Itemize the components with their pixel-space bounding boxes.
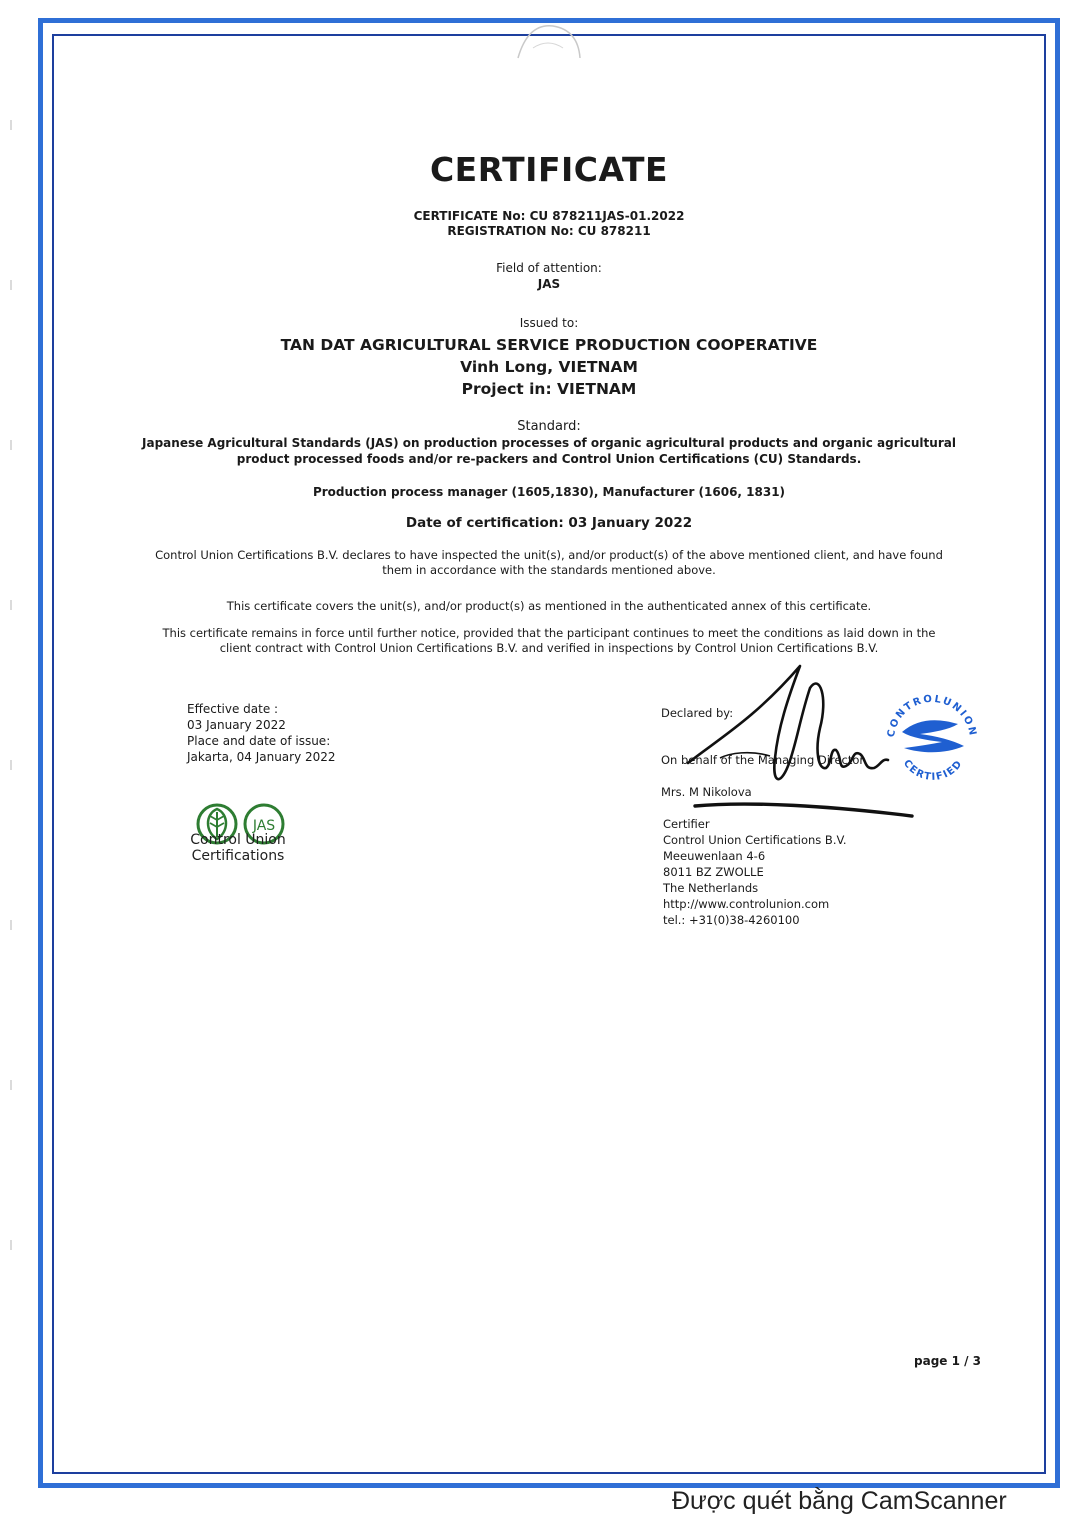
control-union-name [186, 832, 290, 864]
certifier-company: Control Union Certifications B.V. [663, 833, 847, 847]
signatory-name: Mrs. M Nikolova [661, 785, 752, 799]
issued-to-block [52, 334, 1046, 400]
certifier-label: Certifier [663, 817, 710, 831]
svg-text:CERTIFIED [901, 758, 965, 783]
page-number: page 1 / 3 [914, 1354, 982, 1368]
certifier-street: Meeuwenlaan 4-6 [663, 849, 766, 863]
field-value: JAS [537, 277, 561, 291]
certificate-numbers [52, 209, 1046, 239]
standard-label: Standard: [517, 419, 581, 434]
camscanner-watermark: Được quét bằng CamScanner [672, 1487, 1007, 1515]
place-date: Jakarta, 04 January 2022 [187, 750, 336, 764]
validity-line-2: client contract with Control Union Certifications B.V. and verified in inspections by Control Union Certifications B.V. [219, 641, 879, 655]
certifier-phone: tel.: +31(0)38-4260100 [663, 913, 800, 927]
issued-location: Vinh Long, VIETNAM [460, 358, 638, 376]
registration-number: REGISTRATION No: CU 878211 [447, 224, 651, 238]
project-location: Project in: VIETNAM [461, 380, 637, 398]
embossed-stamp-mark [508, 18, 588, 68]
scan-edge-marks [10, 120, 12, 1320]
field-label: Field of attention: [496, 261, 602, 275]
seal-top-text: CONTROLUNION [885, 693, 979, 739]
place-label: Place and date of issue: [187, 734, 331, 748]
date-of-certification: Date of certification: 03 January 2022 [405, 515, 693, 531]
standard-line-1: Japanese Agricultural Standards (JAS) on production processes of organic agricultural products and organic agricultural [142, 436, 956, 450]
certificate-title: CERTIFICATE [429, 150, 669, 189]
control-union-line-1: Control Union [190, 832, 286, 848]
declared-by-label: Declared by: [661, 706, 734, 720]
standard-line-2: product processed foods and/or re-packers and Control Union Certifications (CU) Standards. [236, 452, 862, 466]
issued-label: Issued to: [519, 316, 579, 330]
certifier-country: The Netherlands [663, 881, 759, 895]
coverage-text: This certificate covers the unit(s), and/or product(s) as mentioned in the authenticated annex of this certificate. [226, 599, 872, 613]
effective-info [187, 701, 336, 765]
effective-date: 03 January 2022 [187, 718, 286, 732]
certificate-number: CERTIFICATE No: CU 878211JAS-01.2022 [413, 209, 685, 223]
field-of-attention [52, 260, 1046, 292]
control-union-line-2: Certifications [191, 848, 285, 864]
declaration-line-1: Control Union Certifications B.V. declares to have inspected the unit(s), and/or product(s) of the above mentioned client, and have found [155, 548, 943, 562]
roles: Production process manager (1605,1830), Manufacturer (1606, 1831) [312, 485, 786, 499]
declaration-line-2: them in accordance with the standards mentioned above. [382, 563, 716, 577]
control-union-certified-seal [880, 688, 984, 788]
validity-line-1: This certificate remains in force until further notice, provided that the participant continues to meet the conditions as laid down in the [162, 626, 936, 640]
certifier-city: 8011 BZ ZWOLLE [663, 865, 764, 879]
seal-bottom-text: CERTIFIED [900, 757, 966, 784]
issued-organization: TAN DAT AGRICULTURAL SERVICE PRODUCTION COOPERATIVE [280, 336, 818, 354]
on-behalf-label: On behalf of the Managing Director [661, 753, 865, 767]
certifier-address [663, 816, 847, 928]
jas-logo-text: JAS [252, 818, 276, 834]
validity-text [52, 626, 1046, 656]
standard-description [52, 435, 1046, 467]
effective-label: Effective date : [187, 702, 279, 716]
certifier-website: http://www.controlunion.com [663, 897, 830, 911]
declaration-text [52, 548, 1046, 578]
